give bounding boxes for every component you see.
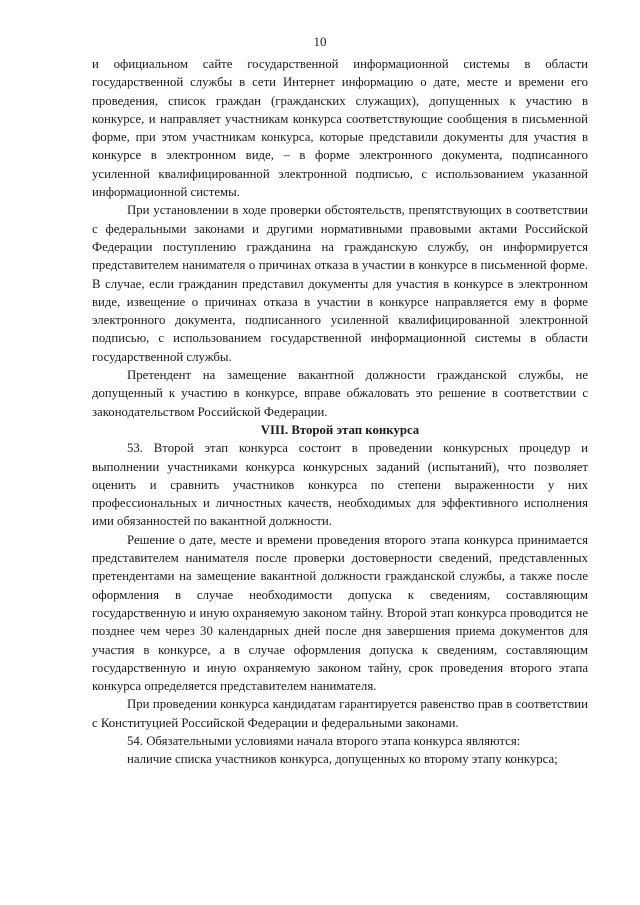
paragraph: 53. Второй этап конкурса состоит в проведении конкурсных процедур и выполнении участниками конкурса конкурсных заданий (испытаний), что позволяет оценить и сравнить участников конкурса по степени выраженности у них профессиональных и личностных качеств, необходимых для эффективного исполнения ими обязанностей по вакантной должности.	[92, 441, 588, 529]
paragraph: Решение о дате, месте и времени проведения второго этапа конкурса принимается представителем нанимателя после проверки достоверности сведений, представленных претендентами на замещение вакантной должности гражданской службы, а также после оформления в случае необходимости допуска к сведениям, составляющим государственную и иную охраняемую законом тайну. Второй этап конкурса проводится не позднее чем через 30 календарных дней после дня завершения приема документов для участия в конкурсе, а в случае оформления допуска к сведениям, составляющим государственную и иную охраняемую законом тайну, срок проведения второго этапа конкурса определяется представителем нанимателя.	[92, 532, 588, 694]
paragraph: и официальном сайте государственной информационной системы в области государственной службы в сети Интернет информацию о дате, месте и времени его проведения, список граждан (гражданских служащих), допущенных к участию в конкурсе, и направляет участникам конкурса соответствующие сообщения в письменной форме, при этом участникам конкурса, которые представили документы для участия в конкурсе в электронном виде, – в форме электронного документа, подписанного усиленной квалифицированной электронной подписью, с использованием указанной информационной системы.	[92, 57, 588, 200]
section-heading: VIII. Второй этап конкурса	[260, 422, 420, 437]
paragraph: При установлении в ходе проверки обстоятельств, препятствующих в соответствии с федеральными законами и другими нормативными правовыми актами Российской Федерации поступлению гражданина на гражданскую службу, он информируется представителем нанимателя о причинах отказа в участии в конкурсе в письменной форме. В случае, если гражданин представил документы для участия в конкурсе в электронном виде, извещение о причинах отказа в участии в конкурсе направляется ему в форме электронного документа, подписанного усиленной квалифицированной электронной подписью, с использованием государственной информационной системы в области государственной службы.	[92, 203, 588, 364]
page-number: 10	[313, 34, 327, 49]
paragraph: При проведении конкурса кандидатам гарантируется равенство прав в соответствии с Конституцией Российской Федерации и федеральными законами.	[92, 697, 588, 730]
document-body	[92, 55, 588, 769]
paragraph: 54. Обязательными условиями начала второго этапа конкурса являются:	[127, 733, 521, 748]
paragraph: наличие списка участников конкурса, допущенных ко второму этапу конкурса;	[127, 752, 558, 767]
paragraph: Претендент на замещение вакантной должности гражданской службы, не допущенный к участию в конкурсе, вправе обжаловать это решение в соответствии с законодательством Российской Федерации.	[92, 368, 588, 419]
